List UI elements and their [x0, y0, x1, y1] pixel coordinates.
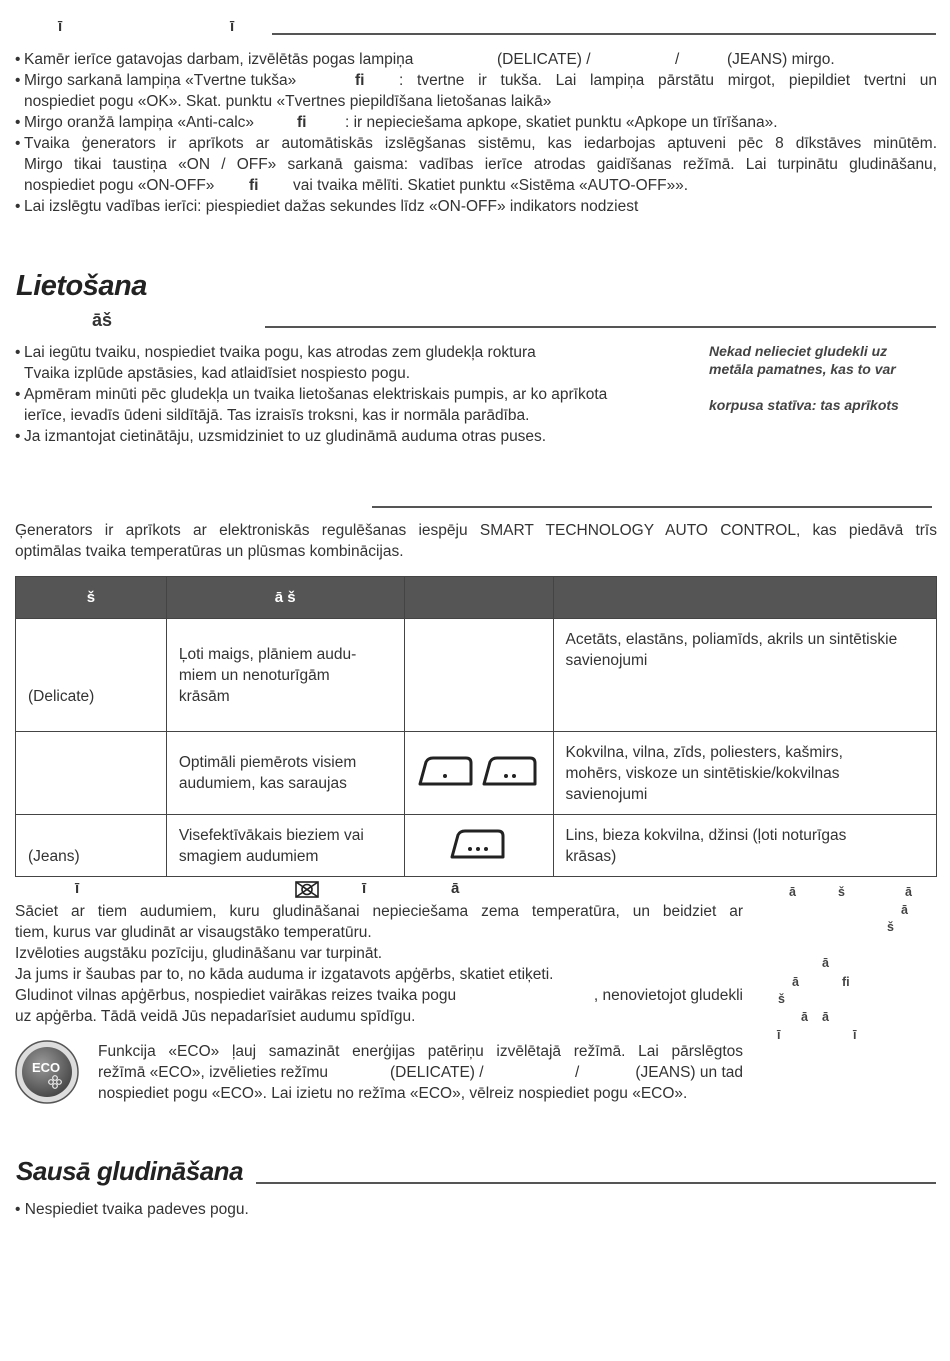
bullet-text: Nespiediet tvaika padeves pogu.: [24, 1201, 249, 1218]
side-fragment: ī: [777, 1028, 781, 1042]
description-cell: [166, 815, 404, 877]
list-item-continued: [15, 91, 937, 112]
mode-cell: (Delicate): [16, 619, 167, 732]
section-rule: [372, 506, 932, 508]
eco-paragraph: [98, 1041, 743, 1104]
tips-line: Ja jums ir šaubas par to, no kāda auduma ir izgatavots apģērbs, skatiet etiķeti.: [15, 966, 554, 983]
eco-line: Funkcija «ECO» ļauj samazināt enerģijas patēriņu izvēlētajā režīmā. Lai pārslēgtos: [98, 1043, 743, 1060]
side-fragment: ā: [822, 956, 829, 970]
side-fragment: ā: [801, 1010, 808, 1024]
bullet-text: ﬁ: [297, 114, 307, 131]
cell-line: Kokvilna, vilna, zīds, poliesters, kašmirs,: [565, 744, 843, 761]
tips-heading-fragment: ī: [362, 880, 367, 897]
fabrics-cell: [553, 619, 936, 732]
cell-line: Lins, bieza kokvilna, džinsi (ļoti noturīgas: [565, 827, 847, 844]
eco-text: režīmā «ECO», izvēlieties režīmu: [98, 1064, 328, 1081]
cell-line: savienojumi: [565, 786, 648, 803]
bullet-text: Mirgo tikai taustiņa «ON / OFF» sarkanā gaisma: vadības ierīce atrodas gaidīšanas režīmā. Lai turpinātu gludināšanu,: [24, 156, 937, 173]
iron-3dot-icon: [448, 823, 510, 863]
heading-fragment: ī: [58, 18, 63, 35]
table-header-row: [16, 577, 937, 619]
list-item: • Kamēr ierīce gatavojas darbam, izvēlētās pogas lampiņa (DELICATE) / / (JEANS) mirgo.: [15, 51, 835, 68]
tips-paragraph: [15, 901, 743, 1027]
cell-line: smagiem audumiem: [178, 847, 319, 865]
list-item-continued: [15, 175, 937, 196]
bullet-text: Apmēram minūti pēc gludekļa un tvaika lietošanas elektriskais pumpis, ar ko aprīkota: [24, 386, 608, 403]
temperature-cell: [404, 619, 553, 732]
mode-cell: [16, 732, 167, 815]
eco-button-icon: [15, 1040, 79, 1104]
side-fragment: š: [887, 920, 894, 934]
cell-line: Acetāts, elastāns, poliamīds, akrils un sintētiskie: [565, 631, 898, 648]
list-item: • Nespiediet tvaika padeves pogu.: [15, 1201, 249, 1218]
warning-note: [709, 342, 937, 414]
tips-line: Izvēloties augstāku pozīciju, gludināšanu var turpināt.: [15, 945, 383, 962]
table-header: [553, 577, 936, 619]
eco-text: /: [575, 1064, 580, 1081]
bullet-text: Tvaika ģenerators ir aprīkots ar automātiskās izslēgšanas sistēmu, kas iedarbojas aptuveni pēc 8 dīkstāves minūtēm.: [24, 135, 937, 152]
list-item: • Lai izslēgtu vadības ierīci: piespiediet dažas sekundes līdz «ON-OFF» indikators nodziest: [15, 198, 639, 215]
list-item: • Ja izmantojat cietinātāju, uzsmidziniet to uz gludināmā auduma otras puses.: [15, 426, 695, 447]
note-line: metāla pamatnes, kas to var: [709, 361, 896, 377]
list-item: • Lai iegūtu tvaiku, nospiediet tvaika pogu, kas atrodas zem gludekļa roktura Tvaika izplūde apstāsies, kad atlaidīsiet nospiesto pogu.: [15, 342, 695, 384]
eco-line: nospiediet pogu «ECO». Lai izietu no režīma «ECO», vēlreiz nospiediet pogu «ECO».: [98, 1085, 688, 1102]
list-item: • Tvaika ģenerators ir aprīkots ar automātiskās izslēgšanas sistēmu, kas iedarbojas aptuveni pēc 8 dīkstāves minūtēm.: [15, 135, 937, 152]
eco-text: (DELICATE) /: [390, 1064, 484, 1081]
program-table: [15, 576, 937, 877]
mode-cell: (Jeans): [16, 815, 167, 877]
tips-line: uz apģērba. Tādā veidā Jūs nepadarīsiet audumu spīdīgu.: [15, 1008, 416, 1025]
temperature-cell: [404, 732, 553, 815]
eco-line: [98, 1062, 743, 1083]
cell-line: savienojumi: [565, 652, 648, 669]
bullet-text: Ja izmantojat cietinātāju, uzsmidziniet to uz gludināmā auduma otras puses.: [24, 428, 547, 445]
fabrics-cell: [553, 815, 936, 877]
bullet-text: : tvertne ir tukša. Lai lampiņa pārstātu mirgot, piepildiet tvertni un: [399, 72, 937, 89]
bullet-text: (DELICATE) /: [497, 51, 591, 68]
bullet-text: : ir nepieciešama apkope, skatiet punktu «Apkope un tīrīšana».: [345, 114, 778, 131]
cell-line: Optimāli piemērots visiem: [178, 754, 357, 771]
side-fragment: ā: [822, 1010, 829, 1024]
note-line: korpusa statīva: tas aprīkots: [709, 397, 899, 413]
bullet-text: ﬁ: [249, 177, 259, 194]
fabrics-cell: [553, 732, 936, 815]
heading-fragment: ī: [230, 18, 235, 35]
side-fragment: ā: [792, 975, 799, 989]
side-fragment: š: [778, 992, 785, 1006]
usage-bullet-list: [15, 342, 695, 447]
intro-line: Ģenerators ir aprīkots ar elektroniskās regulēšanas iespēju SMART TECHNOLOGY AUTO CONTROL, kas piedāvā trīs: [15, 522, 937, 539]
table-row: [16, 619, 937, 732]
cell-line: krāsas): [565, 848, 617, 865]
list-item: • Mirgo sarkanā lampiņa «Tvertne tukša» ﬁ : tvertne ir tukša. Lai lampiņa pārstātu mirgot, piepildiet tvertni un: [15, 72, 937, 89]
list-item-continued: [15, 154, 937, 175]
subheading-fragment: āš: [92, 310, 113, 330]
section-title-dry: Sausā gludināšana: [16, 1156, 244, 1186]
cell-line: mohērs, viskoze un sintētiskie/kokvilnas: [565, 765, 840, 782]
table-row: [16, 732, 937, 815]
side-fragment: ī: [853, 1028, 857, 1042]
eco-text: (JEANS) un tad: [635, 1064, 743, 1081]
bullet-text: Tvaika izplūde apstāsies, kad atlaidīsiet nospiesto pogu.: [24, 365, 411, 382]
no-tumble-dry-icon: [295, 881, 319, 898]
bullet-text: Lai izslēgtu vadības ierīci: piespiediet dažas sekundes līdz «ON-OFF» indikators nodziest: [24, 198, 639, 215]
bullet-text: ﬁ: [355, 72, 365, 89]
eco-badge-label: ECO: [32, 1060, 61, 1075]
tips-text: Gludinot vilnas apģērbus, nospiediet vairākas reizes tvaika pogu: [15, 987, 457, 1004]
side-fragment: ā: [905, 885, 912, 899]
description-cell: [166, 732, 404, 815]
description-cell: [166, 619, 404, 732]
cell-line: Ļoti maigs, plāniem audu-: [178, 645, 357, 663]
tips-text: , nenovietojot gludekli: [593, 987, 743, 1004]
bullet-text: Mirgo oranžā lampiņa «Anti-calc»: [24, 114, 255, 131]
bullet-text: /: [675, 51, 680, 68]
bullet-text: (JEANS) mirgo.: [727, 51, 835, 68]
bullet-text: nospiediet pogu «OK». Skat. punktu «Tvertnes piepildīšana lietošanas laikā»: [24, 93, 552, 110]
side-fragment: ā: [789, 885, 796, 899]
side-fragment: ﬁ: [842, 975, 850, 989]
tips-heading-fragment: ī: [75, 880, 80, 897]
subheading-rule: [265, 326, 936, 328]
cell-line: audumiem, kas saraujas: [178, 775, 347, 792]
heading-rule: [272, 33, 936, 35]
section-rule: [256, 1182, 936, 1184]
bullet-text: vai tvaika mēlīti. Skatiet punktu «Sistēma «AUTO-OFF»».: [293, 177, 689, 194]
bullet-text: nospiediet pogu «ON-OFF»: [24, 177, 215, 194]
list-item: • Apmēram minūti pēc gludekļa un tvaika lietošanas elektriskais pumpis, ar ko aprīkota ierīce, ievadīs ūdeni sildītājā. Tas izraisīs troksni, kas ir normāla parādība.: [15, 384, 695, 426]
tips-heading-fragment: ā: [451, 880, 460, 897]
status-bullet-list: [15, 49, 937, 217]
intro-line: optimālas tvaika temperatūras un plūsmas kombinācijas.: [15, 543, 404, 560]
note-line: [709, 378, 937, 396]
cell-line: Visefektīvākais bieziem vai: [178, 826, 364, 844]
bullet-text: Mirgo sarkanā lampiņa «Tvertne tukša»: [24, 72, 297, 89]
generator-intro: [15, 520, 937, 562]
tips-line: [15, 985, 743, 1006]
side-fragment: ā: [901, 903, 908, 917]
note-line: Nekad nelieciet gludekli uz: [709, 343, 888, 359]
bullet-text: Lai iegūtu tvaiku, nospiediet tvaika pogu, kas atrodas zem gludekļa roktura: [24, 344, 536, 361]
section-title-lietosana: Lietošana: [16, 270, 147, 302]
cell-line: krāsām: [178, 687, 230, 705]
iron-2dot-icon: [414, 750, 544, 790]
bullet-text: Kamēr ierīce gatavojas darbam, izvēlētās pogas lampiņa: [24, 51, 414, 68]
temperature-cell: [404, 815, 553, 877]
table-row: [16, 815, 937, 877]
side-fragment: š: [838, 885, 845, 899]
table-header: š: [16, 577, 167, 619]
table-header: ā š: [166, 577, 404, 619]
bullet-text: ierīce, ievadīs ūdeni sildītājā. Tas izraisīs troksni, kas ir normāla parādība.: [24, 407, 530, 424]
table-header: [404, 577, 553, 619]
tips-line: tiem, kurus var gludināt ar visaugstāko temperatūru.: [15, 924, 372, 941]
cell-line: miem un nenoturīgām: [178, 666, 330, 684]
list-item: • Mirgo oranžā lampiņa «Anti-calc» ﬁ : ir nepieciešama apkope, skatiet punktu «Apkope un tīrīšana».: [15, 114, 778, 131]
tips-line: Sāciet ar tiem audumiem, kuru gludināšanai nepieciešama zema temperatūra, un beidziet ar: [15, 903, 743, 920]
